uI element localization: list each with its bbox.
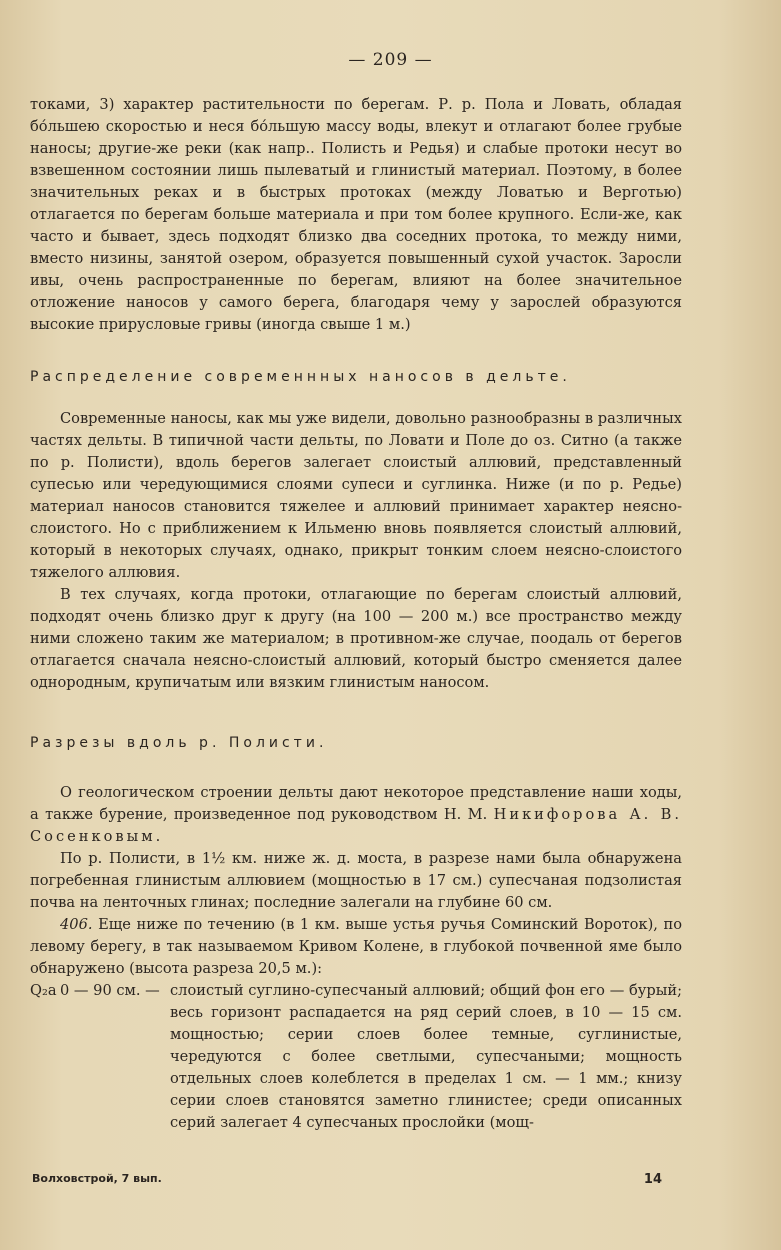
paragraph-text: О геологическом строении дельты дают некоторое представление наши ходы, а также бурение, произведенное под руководством Н. М. [30,784,682,823]
paragraph: Современные наносы, как мы уже видели, довольно разнообразны в различных частях дельты. В типичной части дельты, по Ловати и Поле до оз. Ситно (а также по р. Полисти), вдоль берегов залегает слоистый аллювий, представленный супесью или чередующимися слоями супеси и суглинка. Ниже (и по р. Редье) материал наносов становится тяжелее и аллювий принимает характер неясно-слоистого. Но с приближением к Ильменю вновь появляется слоистый аллювий, который в некоторых случаях, однако, прикрыт тонким слоем неясно-слоистого тяжелого аллювия. [30,410,682,581]
footer-publication: Волховстрой, 7 вып. [32,1172,162,1185]
profile-index: Q₂a [30,982,57,999]
paragraph: По р. Полисти, в 1½ км. ниже ж. д. моста, в разрезе нами была обнаружена погребенная глинистым аллювием (мощностью в 17 см.) супесчаная подзолистая почва на ленточных глинах; последние залегали на глубине 60 см. [30,850,682,911]
paragraph [30,914,682,980]
footer-signature: 14 [643,1172,662,1187]
paragraph [30,782,682,848]
page-body [30,94,682,1134]
paragraph-text: Еще ниже по течению (в 1 км. выше устья ручья Соминский Вороток), по левому берегу, в так называемом Кривом Колене, в глубокой почвенной яме было обнаружено (высота разреза 20,5 м.): [30,916,682,977]
page-number: — 209 — [348,50,433,70]
section-number: 406. [60,916,93,933]
section-heading: Разрезы вдоль р. Полисти. [30,735,328,751]
profile-description: слоистый суглино-супесчаный аллювий; общий фон его — бурый; весь горизонт распадается на ряд серий слоев, в 10 — 15 см. мощностью; серии слоев более темные, суглинистые, чередуются с более светлыми, супесчаными; мощность отдельных слоев колеблется в пределах 1 см. — 1 мм.; книзу серии слоев становятся заметно глинистее; среди описанных серий залегает 4 супесчаных прослойки (мощ- [170,982,682,1131]
profile-depth: 0 — 90 см. — [60,982,160,999]
paragraph: В тех случаях, когда протоки, отлагающие по берегам слоистый аллювий, подходят очень близко друг к другу (на 100 — 200 м.) все пространство между ними сложено таким же материалом; в противном-же случае, поодаль от берегов отлагается сначала неясно-слоистый аллювий, который быстро сменяется далее однородным, крупичатым или вязким глинистым наносом. [30,586,682,691]
paragraph: токами, 3) характер растительности по берегам. Р. р. Пола и Ловать, обладая бо́льшею скоростью и неся бо́льшую массу воды, влекут и отлагают более грубые наносы; другие-же реки (как напр.. Полисть и Редья) и слабые протоки несут во взвешенном состоянии лишь пылеватый и глинистый материал. Поэтому, в более значительных реках и в быстрых протоках (между Ловатью и Верготью) отлагается по берегам больше материала и при том более крупного. Если-же, как часто и бывает, здесь подходят близко два соседних протока, то между ними, вместо низины, занятой озером, образуется повышенный сухой участок. Заросли ивы, очень распространенные по берегам, влияют на более значительное отложение наносов у самого берега, благодаря чему у зарослей образуются высокие прирусловые гривы (иногда свыше 1 м.) [30,96,682,333]
author-names: Никифорова А. В. Сосенковым. [30,806,682,845]
section-heading: Распределение современнных наносов в дельте. [30,369,571,385]
page-footer [32,1172,662,1187]
soil-profile-entry [30,980,682,1134]
